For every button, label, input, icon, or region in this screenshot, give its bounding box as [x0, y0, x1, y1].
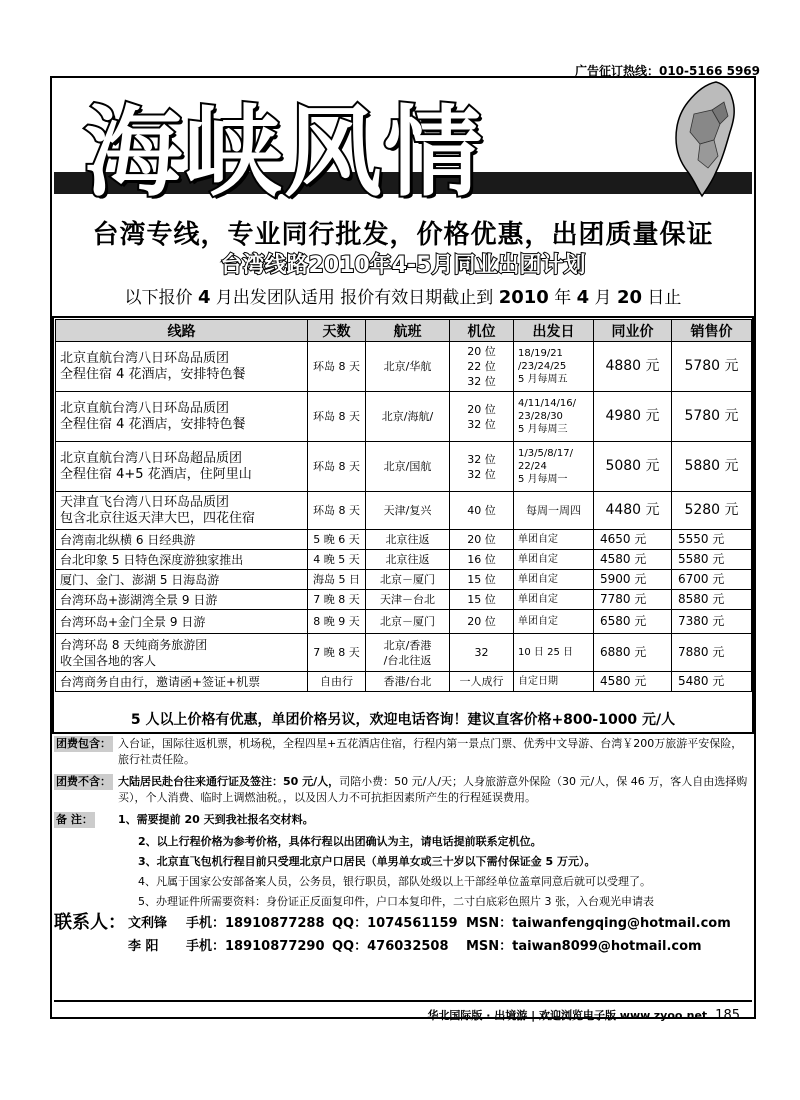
route-cell: 台湾南北纵横 6 日经典游 — [56, 530, 308, 550]
contact-phone: 手机：18910877288 — [186, 916, 325, 931]
footer-rule — [54, 1000, 752, 1002]
slogan: 台湾专线，专业同行批发，价格优惠，出团质量保证 — [92, 220, 714, 250]
table-row — [56, 634, 752, 672]
promo-line: 5 人以上价格有优惠，单团价格另议，欢迎电话咨询！建议直客价格+800-1000 元/人 — [130, 712, 676, 728]
ad-hotline: 广告征订热线：010-5166 5969 — [574, 64, 760, 78]
retail-price-cell: 5780 元 — [672, 342, 752, 392]
table-row — [56, 570, 752, 590]
seats-cell: 40 位 — [450, 492, 514, 530]
route-cell: 北京直航台湾八日环岛品质团 全程住宿 4 花酒店，安排特色餐 — [56, 392, 308, 442]
trade-price-cell: 6880 元 — [594, 634, 672, 672]
seats-cell: 20 位 — [450, 610, 514, 634]
departure-cell: 单团自定 — [514, 550, 594, 570]
table-row — [56, 610, 752, 634]
trade-price-cell: 4580 元 — [594, 672, 672, 692]
route-cell: 台湾环岛+澎湖湾全景 9 日游 — [56, 590, 308, 610]
flight-cell: 天津/复兴 — [366, 492, 450, 530]
table-header-row — [56, 320, 752, 342]
table-row — [56, 392, 752, 442]
table-row — [56, 442, 752, 492]
remark-item: 1、需要提前 20 天到我社报名交材料。 — [118, 813, 314, 826]
retail-price-cell: 8580 元 — [672, 590, 752, 610]
contact-qq: QQ：476032508 — [332, 939, 449, 954]
route-cell: 台湾环岛 8 天纯商务旅游团 收全国各地的客人 — [56, 634, 308, 672]
retail-price-cell: 5580 元 — [672, 550, 752, 570]
departure-cell: 18/19/21 /23/24/25 5 月每周五 — [514, 342, 594, 392]
trade-price-cell: 4880 元 — [594, 342, 672, 392]
table-row — [56, 550, 752, 570]
retail-price-cell: 7880 元 — [672, 634, 752, 672]
flight-cell: 香港/台北 — [366, 672, 450, 692]
col-flight-header: 航班 — [366, 320, 450, 342]
trade-price-cell: 5080 元 — [594, 442, 672, 492]
includes-tag: 团费包含： — [56, 737, 111, 750]
route-cell: 台湾环岛+金门全景 9 日游 — [56, 610, 308, 634]
footer-text: 华北国际版 · 出境游 | 欢迎浏览电子版 www.zyoo.net — [427, 1009, 708, 1022]
flight-cell: 北京－厦门 — [366, 570, 450, 590]
flight-cell: 天津－台北 — [366, 590, 450, 610]
retail-price-cell: 7380 元 — [672, 610, 752, 634]
flight-cell: 北京－厦门 — [366, 610, 450, 634]
trade-price-cell: 4980 元 — [594, 392, 672, 442]
route-cell: 天津直飞台湾八日环岛品质团 包含北京往返天津大巴，四花住宿 — [56, 492, 308, 530]
footer — [300, 1007, 740, 1023]
retail-price-cell: 5780 元 — [672, 392, 752, 442]
trade-price-cell: 4480 元 — [594, 492, 672, 530]
remark-item: 3、北京直飞包机行程目前只受理北京户口居民（单男单女或三十岁以下需付保证金 5 万元）。 — [138, 855, 596, 868]
masthead-title: 海峡风情 — [84, 96, 485, 204]
taiwan-map-icon — [664, 80, 744, 198]
excludes-text: 大陆居民赴台往来通行证及签注：50 元/人，司陪小费：50 元/人/天；人身旅游意外保险（30 元/人，保 46 万，客人自由选择购买），个人消费、临时上调燃油税。，以及因人力不可抗拒因素所产生的行程延误费用。 — [118, 775, 748, 804]
col-retail-price-header: 销售价 — [672, 320, 752, 342]
route-cell: 台北印象 5 日特色深度游独家推出 — [56, 550, 308, 570]
retail-price-cell: 6700 元 — [672, 570, 752, 590]
table-row — [56, 590, 752, 610]
includes-text: 入台证，国际往返机票，机场税，全程四星+五花酒店住宿，行程内第一景点门票、优秀中文导游、台湾￥200万旅游平安保险，旅行社责任险。 — [118, 737, 743, 766]
seats-cell: 16 位 — [450, 550, 514, 570]
departure-cell: 4/11/14/16/ 23/28/30 5 月每周三 — [514, 392, 594, 442]
route-cell: 北京直航台湾八日环岛超品质团 全程住宿 4+5 花酒店，住阿里山 — [56, 442, 308, 492]
seats-cell: 20 位 22 位 32 位 — [450, 342, 514, 392]
table-row — [56, 492, 752, 530]
days-cell: 环岛 8 天 — [308, 492, 366, 530]
departure-cell: 单团自定 — [514, 590, 594, 610]
departure-cell: 自定日期 — [514, 672, 594, 692]
col-days-header: 天数 — [308, 320, 366, 342]
retail-price-cell: 5480 元 — [672, 672, 752, 692]
days-cell: 5 晚 6 天 — [308, 530, 366, 550]
departure-cell: 单团自定 — [514, 570, 594, 590]
route-cell: 厦门、金门、澎湖 5 日海岛游 — [56, 570, 308, 590]
contact-name: 李 阳 — [128, 939, 159, 954]
flight-cell: 北京往返 — [366, 550, 450, 570]
days-cell: 7 晚 8 天 — [308, 634, 366, 672]
route-cell: 台湾商务自由行，邀请函+签证+机票 — [56, 672, 308, 692]
trade-price-cell: 7780 元 — [594, 590, 672, 610]
table-row — [56, 530, 752, 550]
days-cell: 环岛 8 天 — [308, 442, 366, 492]
col-trade-price-header: 同业价 — [594, 320, 672, 342]
seats-cell: 20 位 — [450, 530, 514, 550]
departure-cell: 单团自定 — [514, 530, 594, 550]
days-cell: 7 晚 8 天 — [308, 590, 366, 610]
plan-title: 台湾线路2010年4-5月同业出团计划 — [220, 253, 586, 278]
days-cell: 环岛 8 天 — [308, 392, 366, 442]
excludes-tag: 团费不含： — [56, 775, 111, 788]
days-cell: 自由行 — [308, 672, 366, 692]
col-route-header: 线路 — [56, 320, 308, 342]
masthead — [54, 80, 752, 204]
flight-cell: 北京/华航 — [366, 342, 450, 392]
trade-price-cell: 6580 元 — [594, 610, 672, 634]
remark-item: 4、凡属于国家公安部备案人员，公务员，银行职员，部队处级以上干部经单位盖章同意后就可以受理了。 — [138, 875, 651, 888]
table-row — [56, 672, 752, 692]
price-table — [55, 319, 752, 692]
departure-cell: 1/3/5/8/17/ 22/24 5 月每周一 — [514, 442, 594, 492]
days-cell: 环岛 8 天 — [308, 342, 366, 392]
seats-cell: 15 位 — [450, 570, 514, 590]
route-cell: 北京直航台湾八日环岛品质团 全程住宿 4 花酒店，安排特色餐 — [56, 342, 308, 392]
days-cell: 4 晚 5 天 — [308, 550, 366, 570]
trade-price-cell: 5900 元 — [594, 570, 672, 590]
page-number: 185 — [715, 1008, 740, 1023]
col-seats-header: 机位 — [450, 320, 514, 342]
departure-cell: 每周一周四 — [514, 492, 594, 530]
seats-cell: 15 位 — [450, 590, 514, 610]
contact-msn: MSN：taiwan8099@hotmail.com — [466, 939, 702, 954]
retail-price-cell: 5550 元 — [672, 530, 752, 550]
flight-cell: 北京/海航/ — [366, 392, 450, 442]
retail-price-cell: 5280 元 — [672, 492, 752, 530]
days-cell: 8 晚 9 天 — [308, 610, 366, 634]
contact-name: 文利锋 — [128, 916, 168, 931]
seats-cell: 20 位 32 位 — [450, 392, 514, 442]
trade-price-cell: 4650 元 — [594, 530, 672, 550]
contact-msn: MSN：taiwanfengqing@hotmail.com — [466, 916, 731, 931]
validity-line: 以下报价 4 月出发团队适用 报价有效日期截止到 2010 年 4 月 20 日止 — [124, 287, 682, 308]
departure-cell: 10 日 25 日 — [514, 634, 594, 672]
contacts-label: 联系人： — [54, 912, 126, 933]
retail-price-cell: 5880 元 — [672, 442, 752, 492]
flight-cell: 北京/国航 — [366, 442, 450, 492]
remark-item: 2、以上行程价格为参考价格，具体行程以出团确认为主，请电话提前联系定机位。 — [138, 835, 542, 848]
contact-qq: QQ：1074561159 — [332, 916, 458, 931]
days-cell: 海岛 5 日 — [308, 570, 366, 590]
departure-cell: 单团自定 — [514, 610, 594, 634]
table-row — [56, 342, 752, 392]
flight-cell: 北京往返 — [366, 530, 450, 550]
col-departure-header: 出发日 — [514, 320, 594, 342]
remarks-tag: 备 注： — [56, 813, 93, 826]
trade-price-cell: 4580 元 — [594, 550, 672, 570]
flight-cell: 北京/香港 /台北往返 — [366, 634, 450, 672]
seats-cell: 32 位 32 位 — [450, 442, 514, 492]
remark-item: 5、办理证件所需要资料：身份证正反面复印件，户口本复印件，二寸白底彩色照片 3 张，入台观光申请表 — [138, 895, 654, 908]
seats-cell: 一人成行 — [450, 672, 514, 692]
seats-cell: 32 — [450, 634, 514, 672]
contact-phone: 手机：18910877290 — [186, 939, 325, 954]
